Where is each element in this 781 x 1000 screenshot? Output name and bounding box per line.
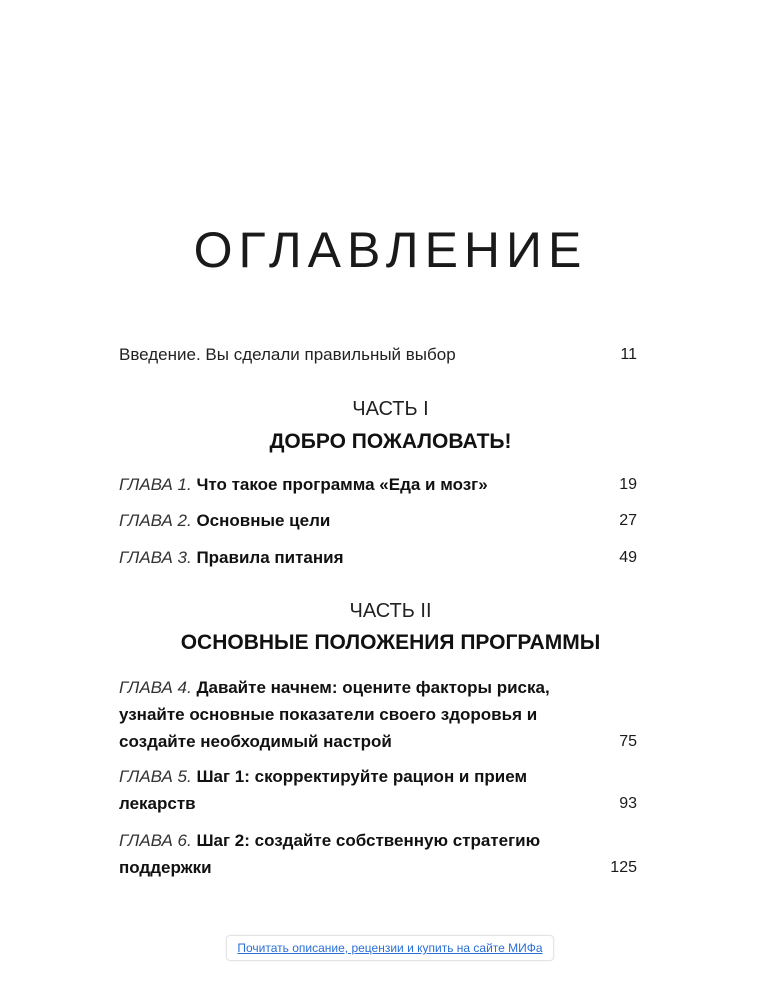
toc-page-number: 49	[619, 549, 637, 566]
chapter-title: Шаг 2: создайте собственную стратегию поддержки	[119, 831, 541, 877]
chapter-label: ГЛАВА 2.	[119, 511, 192, 530]
toc-page-number: 93	[619, 795, 637, 812]
toc-page-number: 27	[619, 512, 637, 529]
toc-entry-chapter-4	[119, 674, 639, 755]
shop-link[interactable]: Почитать описание, рецензии и купить на сайте МИФа	[226, 935, 554, 961]
toc-entry-chapter-5	[119, 763, 639, 817]
chapter-label: ГЛАВА 3.	[119, 548, 192, 567]
toc-entry-chapter-3	[119, 544, 639, 571]
toc-page-number: 125	[610, 859, 637, 876]
part-title: ДОБРО ПОЖАЛОВАТЬ!	[269, 430, 512, 453]
chapter-label: ГЛАВА 1.	[119, 475, 192, 494]
page-title: ОГЛАВЛЕНИЕ	[193, 222, 588, 278]
chapter-label: ГЛАВА 4.	[119, 678, 192, 697]
toc-page-number: 75	[619, 733, 637, 750]
toc-entry-intro	[119, 341, 639, 368]
toc-entry-chapter-1	[119, 471, 639, 498]
chapter-title: Правила питания	[196, 548, 344, 567]
chapter-title: Давайте начнем: оцените факторы риска, узнайте основные показатели своего здоровья и создайте необходимый настрой	[119, 678, 550, 751]
toc-entry-title: Введение. Вы сделали правильный выбор	[119, 345, 456, 364]
chapter-title: Что такое программа «Еда и мозг»	[196, 475, 488, 494]
chapter-label: ГЛАВА 5.	[119, 767, 192, 786]
toc-page-number: 19	[619, 476, 637, 493]
toc-entry-chapter-6	[119, 827, 639, 881]
chapter-title: Шаг 1: скорректируйте рацион и прием лекарств	[119, 767, 528, 813]
chapter-title: Основные цели	[196, 511, 331, 530]
part-title: ОСНОВНЫЕ ПОЛОЖЕНИЯ ПРОГРАММЫ	[180, 631, 601, 654]
part-label: ЧАСТЬ II	[349, 600, 432, 622]
chapter-label: ГЛАВА 6.	[119, 831, 192, 850]
toc-page-number: 11	[620, 346, 637, 363]
part-label: ЧАСТЬ I	[352, 398, 429, 420]
toc-entry-chapter-2	[119, 507, 639, 534]
